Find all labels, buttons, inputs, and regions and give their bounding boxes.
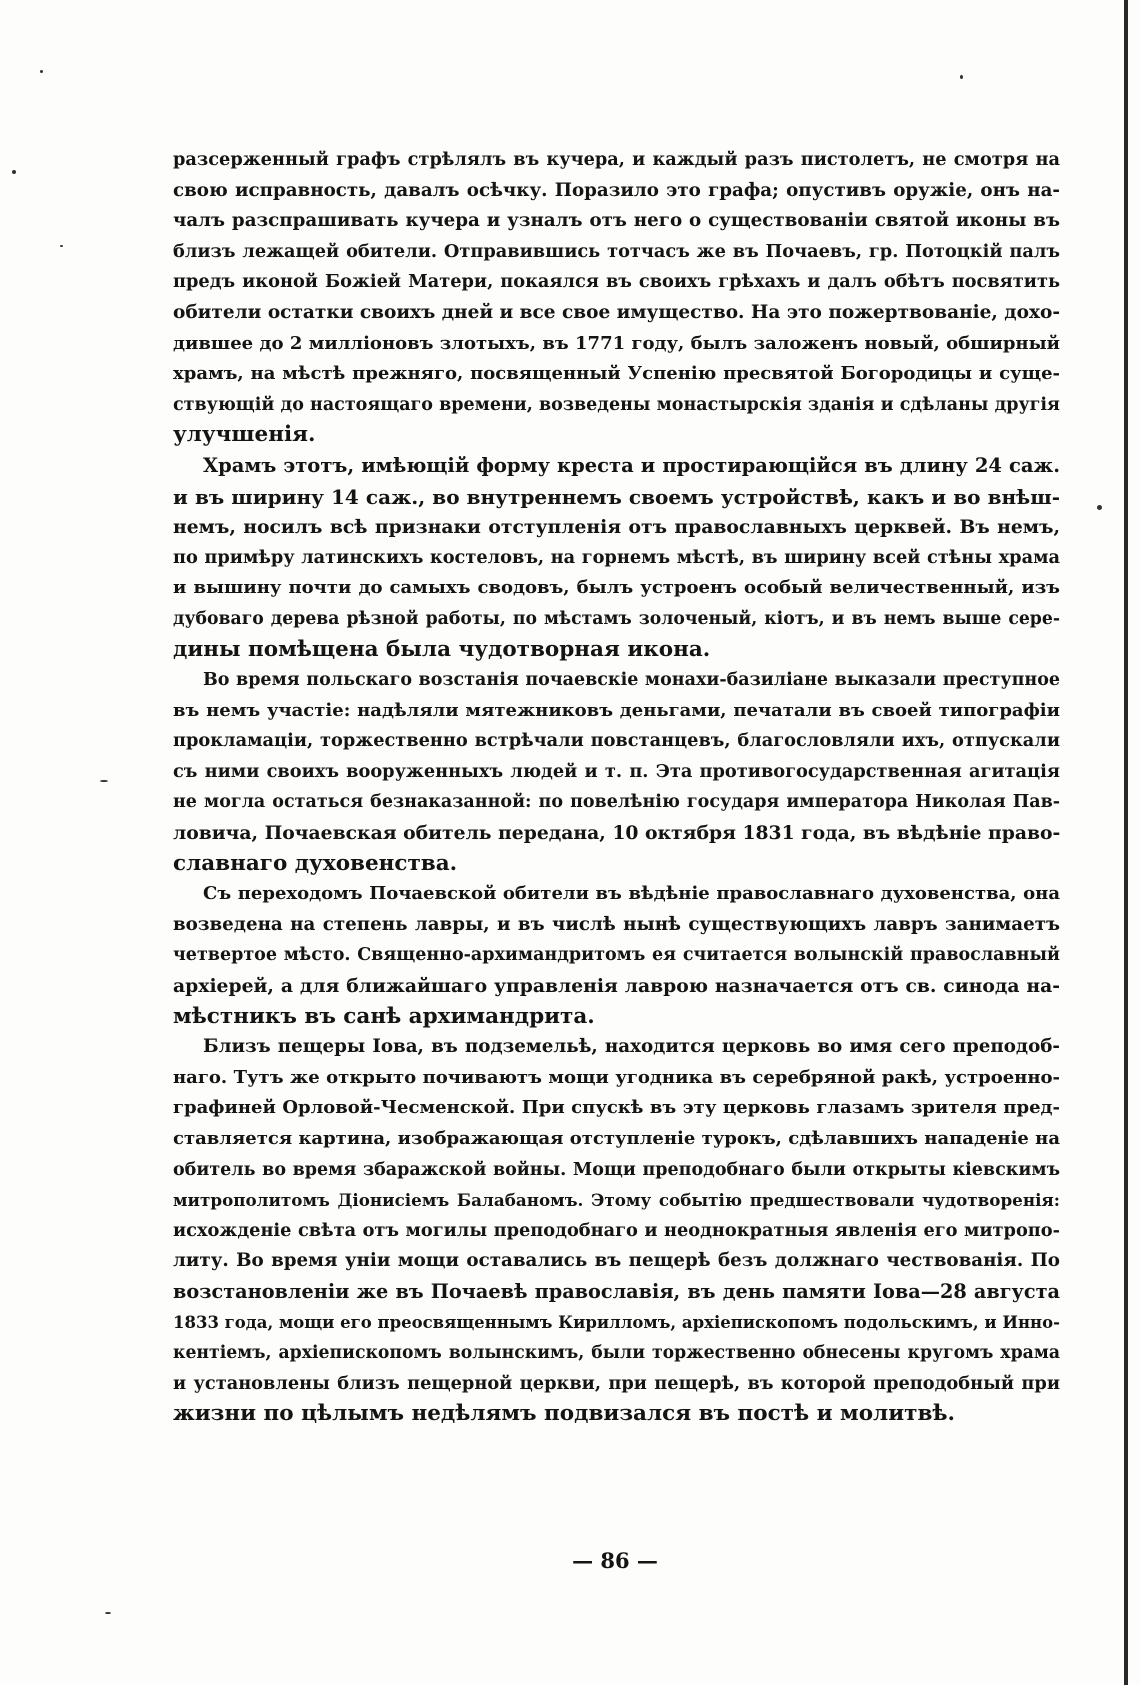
paragraph	[173, 145, 1060, 451]
text-line: предъ иконой Божіей Матери, покаялся въ своихъ грѣхахъ и далъ обѣтъ посвятить	[173, 271, 1060, 293]
paragraph	[173, 665, 1060, 879]
text-line: и въ ширину 14 саж., во внутреннемъ своемъ устройствѣ, какъ и во внѣш-	[173, 484, 1060, 509]
text-line: дины помѣщена была чудотворная икона.	[173, 636, 711, 662]
text-line: ствующій до настоящаго времени, возведены монастырскія зданія и сдѣланы другія	[173, 394, 1060, 415]
text-line: Храмъ этотъ, имѣющій форму креста и простирающійся въ длину 24 саж.	[203, 453, 1060, 477]
text-line: улучшенія.	[173, 422, 316, 448]
text-line: архіерей, а для ближайшаго управленія лаврою назначается отъ св. синода на-	[173, 975, 1060, 998]
text-line: дубоваго дерева рѣзной работы, по мѣстамъ золоченый, кіотъ, и въ немъ выше сере-	[173, 608, 1060, 629]
scan-speck	[100, 780, 108, 782]
text-line: ловича, Почаевская обитель передана, 10 октября 1831 года, въ вѣдѣніе право-	[173, 822, 1060, 845]
text-line: съ ними своихъ вооруженныхъ людей и т. п. Эта противогосударственная агитація	[173, 760, 1060, 782]
text-line: близъ лежащей обители. Отправившись тотчасъ же въ Почаевъ, гр. Потоцкій палъ	[173, 240, 1060, 262]
scan-speck	[105, 1612, 111, 1614]
text-line: мѣстникъ въ санѣ архимандрита.	[173, 1003, 595, 1029]
page-edge-shadow	[1124, 0, 1128, 1685]
text-line: четвертое мѣсто. Священно-архимандритомъ ея считается волынскій православный	[173, 945, 1060, 966]
page-number: — 86 —	[572, 1548, 658, 1573]
text-line: прокламаціи, торжественно встрѣчали повстанцевъ, благословляли ихъ, отпускали	[173, 730, 1060, 752]
text-line: жизни по цѣлымъ недѣлямъ подвизался въ постѣ и молитвѣ.	[173, 1401, 956, 1427]
text-line: митрополитомъ Діонисіемъ Балабаномъ. Этому событію предшествовали чудотворенія:	[173, 1190, 1060, 1211]
scan-speck	[960, 75, 963, 79]
text-line: немъ, носилъ всѣ признаки отступленія отъ православныхъ церквей. Въ немъ,	[173, 516, 1060, 539]
text-line: Съ переходомъ Почаевской обители въ вѣдѣніе православнаго духовенства, она	[203, 883, 1060, 905]
text-line: графиней Орловой-Чесменской. При спускѣ въ эту церковь глазамъ зрителя пред-	[173, 1097, 1060, 1119]
text-line: обитель во время збаражской войны. Мощи преподобнаго были открыты кіевскимъ	[173, 1159, 1060, 1180]
text-line: обители остатки своихъ дней и все свое имущество. На это пожертвованіе, дохо-	[173, 301, 1060, 323]
scan-speck	[40, 70, 43, 73]
scan-speck	[1097, 505, 1102, 510]
text-line: храмъ, на мѣстѣ прежняго, посвященный Успенію пресвятой Богородицы и суще-	[173, 363, 1060, 385]
text-line: и установлены близъ пещерной церкви, при пещерѣ, въ которой преподобный при	[173, 1372, 1060, 1394]
scan-speck	[12, 170, 16, 174]
text-line: 1833 года, мощи его преосвященнымъ Кирилломъ, архіепископомъ подольскимъ, и Инно-	[173, 1312, 1060, 1332]
text-line: не могла остаться безнаказанной: по повелѣнію государя императора Николая Пав-	[173, 792, 1060, 813]
text-line: въ немъ участіе: надѣляли мятежниковъ деньгами, печатали въ своей типографіи	[173, 699, 1060, 721]
text-line: Близъ пещеры Іова, въ подземельѣ, находится церковь во имя сего преподоб-	[203, 1036, 1060, 1058]
scan-speck	[60, 245, 63, 247]
text-line: кентіемъ, архіепископомъ волынскимъ, были торжественно обнесены кругомъ храма	[173, 1343, 1060, 1364]
paragraph	[173, 451, 1060, 665]
text-line: возстановленіи же въ Почаевѣ православія, въ день памяти Іова—28 августа	[173, 1279, 1060, 1303]
text-line: литу. Во время уніи мощи оставались въ пещерѣ безъ должнаго чествованія. По	[173, 1250, 1060, 1272]
text-line: ставляется картина, изображающая отступленіе турокъ, сдѣлавшихъ нападеніе на	[173, 1128, 1060, 1149]
text-line: по примѣру латинскихъ костеловъ, на горнемъ мѣстѣ, въ ширину всей стѣны храма	[173, 546, 1060, 568]
text-line: Во время польскаго возстанія почаевскіе монахи-базиліане выказали преступное	[203, 670, 1060, 691]
text-line: разсерженный графъ стрѣлялъ въ кучера, и каждый разъ пистолетъ, не смотря на	[173, 149, 1060, 170]
text-line: дившее до 2 милліоновъ злотыхъ, въ 1771 году, былъ заложенъ новый, обширный	[173, 332, 1060, 354]
text-line: чалъ разспрашивать кучера и узналъ отъ него о существованіи святой иконы въ	[173, 210, 1060, 232]
text-line: и вышину почти до самыхъ сводовъ, былъ устроенъ особый величественный, изъ	[173, 577, 1060, 599]
body-text	[173, 145, 1060, 1430]
text-line: исхожденіе свѣта отъ могилы преподобнаго и неоднократныя явленія его митропо-	[173, 1219, 1060, 1241]
text-line: свою исправность, давалъ осѣчку. Поразило это графа; опустивъ оружіе, онъ на-	[173, 179, 1060, 201]
paragraph	[173, 1032, 1060, 1430]
text-line: славнаго духовенства.	[173, 850, 458, 876]
text-line: возведена на степень лавры, и въ числѣ нынѣ существующихъ лавръ занимаетъ	[173, 913, 1060, 935]
text-line: наго. Тутъ же открыто почиваютъ мощи угодника въ серебряной ракѣ, устроенно-	[173, 1066, 1060, 1088]
paragraph	[173, 879, 1060, 1032]
